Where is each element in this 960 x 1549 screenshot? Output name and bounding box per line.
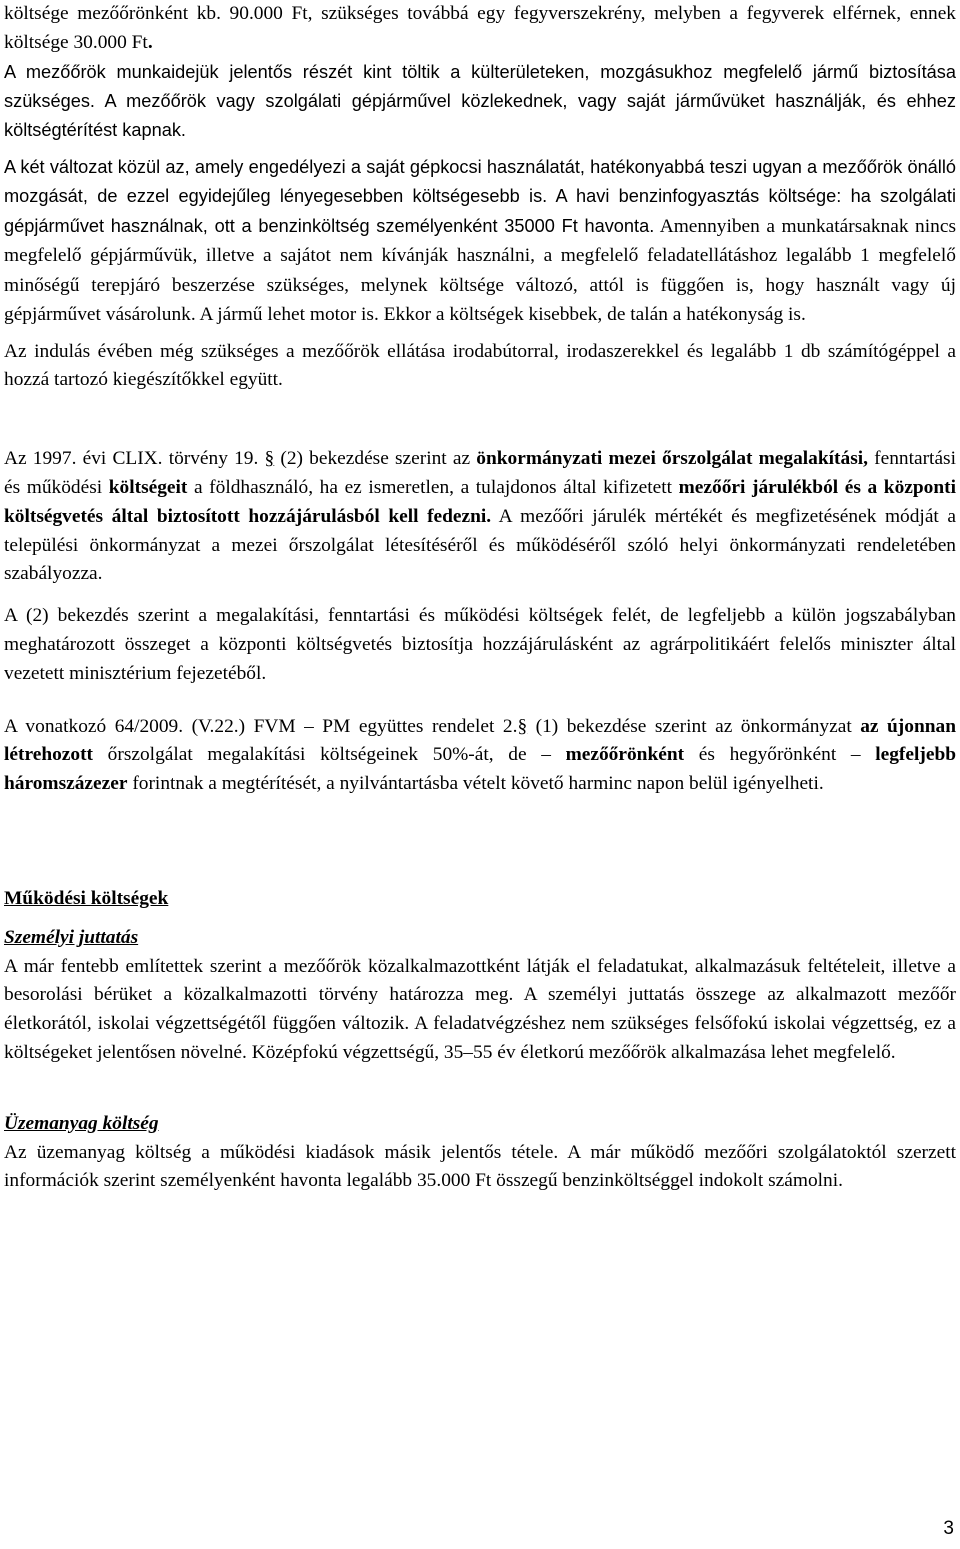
text-segment: forintnak a megtérítését, a nyilvántartásba vételt követő harminc napon belül igényelheti.	[127, 773, 824, 795]
text-segment: A vonatkozó 64/2009. (V.22.) FVM – PM együttes rendelet 2.	[4, 715, 518, 737]
text-bold: mezőőri járulékból és a központi költségvetés által biztosított hozzájárulásból kell fedezni.	[4, 476, 956, 527]
text-segment: A két változat közül az, amely engedélyezi a saját gépkocsi használatát, hatékonyabbá teszi ugyan a mezőőrök önálló mozgását, de ezzel egyidejűleg lényegesebben költségesebb is. A havi benzinfogyasztás költsége: ha szolgálati gépjárművet használnak, ott a benzinköltség személyenként 35000 Ft havonta.	[4, 156, 956, 236]
text-bold: mezőőrönként	[565, 744, 685, 766]
text-bold: legfeljebb háromszázezer	[4, 744, 957, 795]
paragraph-office-equipment	[4, 338, 956, 396]
section-sign: §	[517, 715, 528, 737]
text-segment: őrszolgálat megalakítási költségeinek 50%-át, de –	[93, 744, 566, 766]
text-segment: (1) bekezdése szerint az önkormányzat	[527, 715, 861, 737]
text-segment: A mezőőri járulék mértékét és megfizetésének módját a települési önkormányzat a mezei őrszolgálat létesítéséről és működéséről szóló helyi önkormányzati rendeletében szabályozza.	[4, 505, 956, 585]
text-bold: költségeit	[108, 476, 188, 498]
text-segment: A (2) bekezdés szerint a megalakítási, fenntartási és működési költségek felét, de legfeljebb a külön jogszabályban meghatározott összeget a központi költségvetés biztosítja hozzájárulásként az agrárpolitikáért felelős miniszter által vezetett minisztérium fejezetéből.	[4, 605, 956, 684]
heading-operating-costs: Működési költségek	[4, 887, 169, 909]
text-segment: .	[147, 31, 153, 53]
text-bold: az újonnan létrehozott	[4, 715, 957, 766]
paragraph-personal-allowance	[4, 953, 956, 1068]
text-bold: önkormányzati mezei őrszolgálat megalakítási,	[476, 448, 868, 470]
text-segment: A mezőőrök munkaidejük jelentős részét kint töltik a külterületeken, mozgásukhoz megfelelő jármű biztosítása szükséges.	[4, 61, 956, 111]
text-segment: Az 1997. évi CLIX. törvény 19.	[4, 448, 265, 470]
text-segment: A már fentebb említettek szerint a mezőőrök közalkalmazottként látják el feladatukat, alkalmazásuk feltételeit, illetve a besorolási bérüket a közalkalmazotti törvény határozza meg. A személyi juttatás összege az alkalmazott mezőőr életkorától, iskolai végzettségétől függően változik. A feladatvégzéshez nem szükséges felsőfokú iskolai végzettség, ez a költségeket jelentősen növelné. Középfokú végzettségű, 35–55 év életkorú mezőőrök alkalmazása lehet megfelelő.	[4, 955, 956, 1063]
text-segment: (2) bekezdése szerint az	[274, 448, 477, 470]
heading-fuel-cost: Üzemanyag költség	[4, 1112, 159, 1134]
text-segment: Az indulás évében még szükséges a mezőőrök ellátása irodabútorral, irodaszerekkel és legalább 1 db számítógéppel a hozzá tartozó kiegészítőkkel együtt.	[4, 340, 956, 391]
heading-personal-allowance: Személyi juttatás	[4, 926, 139, 948]
text-segment: A mezőőrök vagy szolgálati gépjárművel közlekednek, vagy saját járművüket használják, és ehhez költségtérítést kapnak.	[4, 90, 956, 140]
text-segment: Amennyiben a munkatársaknak nincs megfelelő gépjárművük, illetve a sajátot nem kívánják használni, a megfelelő feladatellátáshoz legalább 1 megfelelő minőségű terepjáró beszerzése szükséges, melynek költsége változó, attól is függően is, hogy használt vagy új gépjárművet vásárolunk. A jármű lehet motor is. Ekkor a költségek kisebbek, de talán a hatékonyság is.	[4, 215, 956, 326]
paragraph-vehicle	[4, 58, 956, 145]
section-sign: §	[264, 448, 275, 470]
text-segment: költsége mezőőrönként kb. 90.000 Ft, szükséges továbbá egy fegyverszekrény, melyben a fegyverek elférnek, ennek költsége 30.000 Ft	[4, 3, 956, 53]
text-segment: és hegyőrönként –	[684, 744, 876, 766]
paragraph-weapon-cost	[4, 0, 956, 58]
paragraph-law-1997	[4, 445, 956, 589]
text-segment: Az üzemanyag költség a működési kiadások másik jelentős tétele. A már működő mezőőri szolgálatoktól szerzett információk szerint személyenként havonta legalább 35.000 Ft összegű benzinköltséggel indokolt számolni.	[4, 1141, 956, 1192]
text-segment: fenntartási és működési	[4, 448, 956, 498]
paragraph-car-options	[4, 153, 956, 330]
paragraph-decree-2009	[4, 713, 956, 799]
document-page	[4, 0, 956, 1196]
paragraph-half-costs	[4, 602, 956, 688]
page-number: 3	[943, 1518, 954, 1539]
text-segment: a földhasználó, ha ez ismeretlen, a tulajdonos által kifizetett	[187, 476, 679, 498]
paragraph-fuel-cost	[4, 1139, 956, 1197]
